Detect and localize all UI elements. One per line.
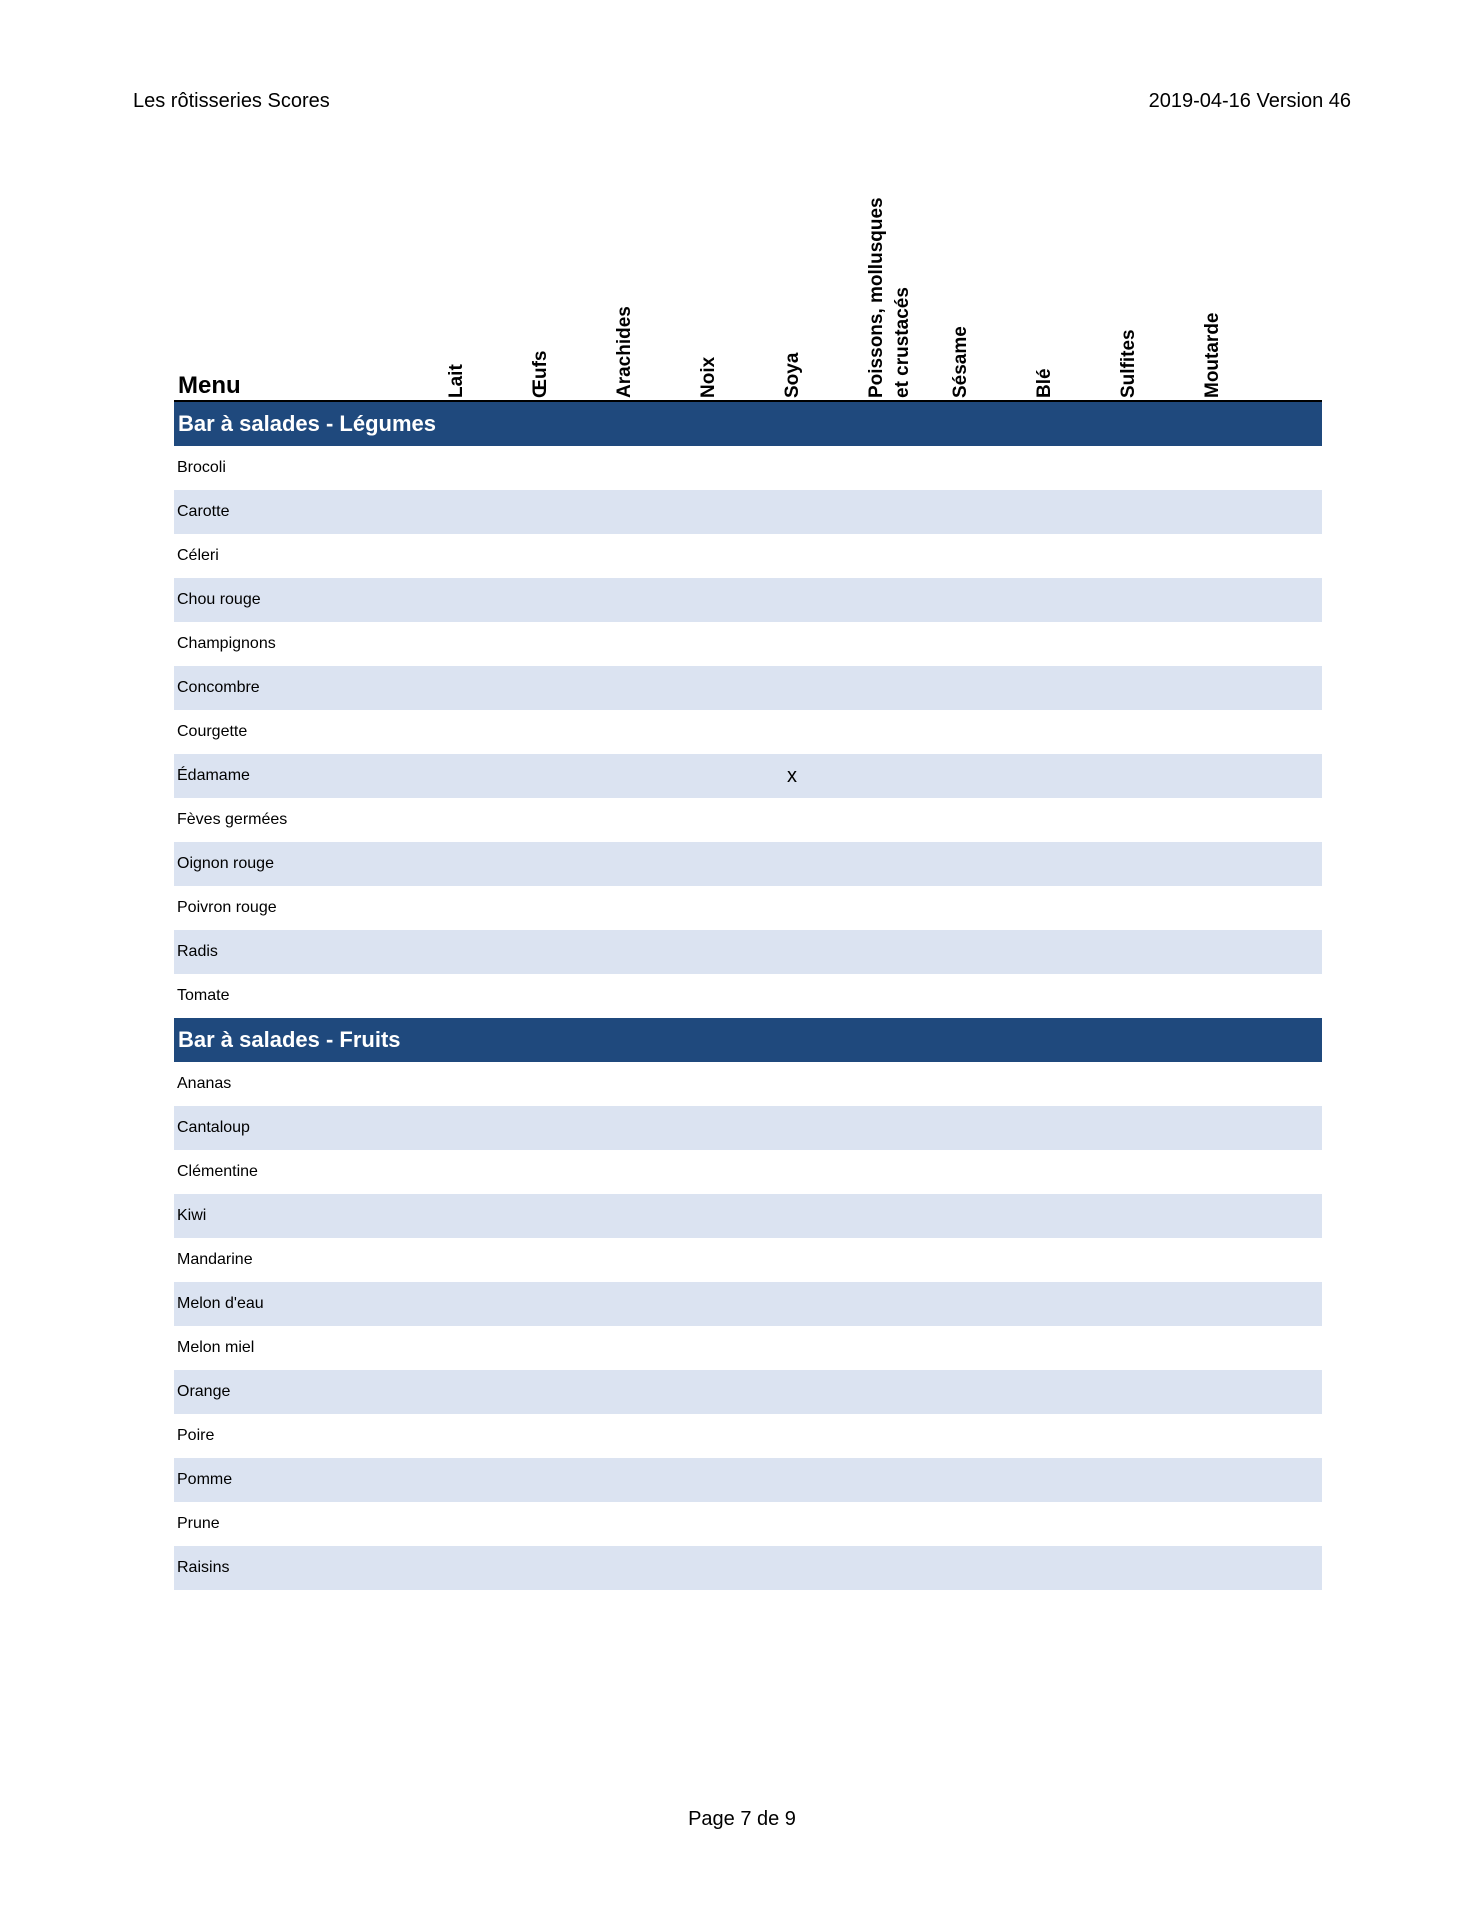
menu-item-name: Kiwi <box>177 1207 207 1224</box>
allergen-column-header <box>582 158 666 398</box>
menu-column-header: Menu <box>178 372 241 399</box>
menu-item-name: Champignons <box>177 635 276 652</box>
table-row <box>174 534 1322 578</box>
table-row <box>174 666 1322 710</box>
table-row <box>174 446 1322 490</box>
allergen-column-header <box>1170 158 1254 398</box>
table-row <box>174 1106 1322 1150</box>
table-row <box>174 1062 1322 1106</box>
menu-item-name: Céleri <box>177 547 219 564</box>
page-number: Page 7 de 9 <box>688 1808 796 1830</box>
allergen-column-header <box>498 158 582 398</box>
allergen-label: Moutarde <box>1202 312 1223 398</box>
allergen-label: Lait <box>446 364 467 398</box>
menu-item-name: Brocoli <box>177 459 226 476</box>
table-header-row <box>174 150 1322 402</box>
menu-item-name: Édamame <box>177 767 250 784</box>
table-row <box>174 754 1322 798</box>
allergen-column-header <box>1002 158 1086 398</box>
header-version: 2019-04-16 Version 46 <box>1148 90 1351 112</box>
table-row <box>174 578 1322 622</box>
table-row <box>174 1414 1322 1458</box>
section-header: Bar à salades - Légumes <box>174 402 1322 446</box>
allergen-column-header <box>750 158 834 398</box>
allergen-label: Blé <box>1034 368 1055 398</box>
allergen-column-header <box>918 158 1002 398</box>
menu-item-name: Mandarine <box>177 1251 253 1268</box>
allergen-table <box>174 150 1322 1590</box>
allergen-label: Noix <box>698 356 719 398</box>
table-row <box>174 1326 1322 1370</box>
menu-item-name: Cantaloup <box>177 1119 250 1136</box>
table-row <box>174 974 1322 1018</box>
menu-item-name: Ananas <box>177 1075 232 1092</box>
menu-item-name: Poivron rouge <box>177 899 277 916</box>
allergen-label: Sulfites <box>1118 329 1139 398</box>
menu-item-name: Prune <box>177 1515 220 1532</box>
allergen-label: Arachides <box>614 306 635 398</box>
allergen-column-header <box>414 158 498 398</box>
menu-item-name: Concombre <box>177 679 260 696</box>
allergen-column-header <box>834 158 918 398</box>
table-row <box>174 1458 1322 1502</box>
menu-item-name: Carotte <box>177 503 230 520</box>
menu-item-name: Oignon rouge <box>177 855 274 872</box>
menu-item-name: Courgette <box>177 723 248 740</box>
menu-item-name: Pomme <box>177 1471 233 1488</box>
allergen-mark: x <box>787 765 797 787</box>
section-header: Bar à salades - Fruits <box>174 1018 1322 1062</box>
header-title: Les rôtisseries Scores <box>133 90 330 112</box>
allergen-label: Œufs <box>530 350 551 398</box>
table-row <box>174 798 1322 842</box>
table-row <box>174 1282 1322 1326</box>
table-row <box>174 710 1322 754</box>
menu-item-name: Orange <box>177 1383 231 1400</box>
menu-item-name: Chou rouge <box>177 591 261 608</box>
table-row <box>174 842 1322 886</box>
table-row <box>174 1546 1322 1590</box>
table-row <box>174 1238 1322 1282</box>
table-row <box>174 886 1322 930</box>
allergen-column-header <box>666 158 750 398</box>
menu-item-name: Melon miel <box>177 1339 255 1356</box>
table-row <box>174 1370 1322 1414</box>
allergen-label: Soya <box>782 352 803 398</box>
table-row <box>174 490 1322 534</box>
menu-item-name: Poire <box>177 1427 215 1444</box>
allergen-label: Poissons, mollusques et crustacés <box>866 197 913 398</box>
menu-item-name: Tomate <box>177 987 230 1004</box>
table-row <box>174 1194 1322 1238</box>
table-row <box>174 1502 1322 1546</box>
menu-item-name: Raisins <box>177 1559 230 1576</box>
menu-item-name: Fèves germées <box>177 811 288 828</box>
allergen-column-header <box>1086 158 1170 398</box>
table-body <box>174 402 1322 1590</box>
menu-item-name: Melon d'eau <box>177 1295 264 1312</box>
table-row <box>174 930 1322 974</box>
allergen-label: Sésame <box>950 326 971 398</box>
table-row <box>174 1150 1322 1194</box>
menu-item-name: Clémentine <box>177 1163 258 1180</box>
table-row <box>174 622 1322 666</box>
menu-item-name: Radis <box>177 943 218 960</box>
